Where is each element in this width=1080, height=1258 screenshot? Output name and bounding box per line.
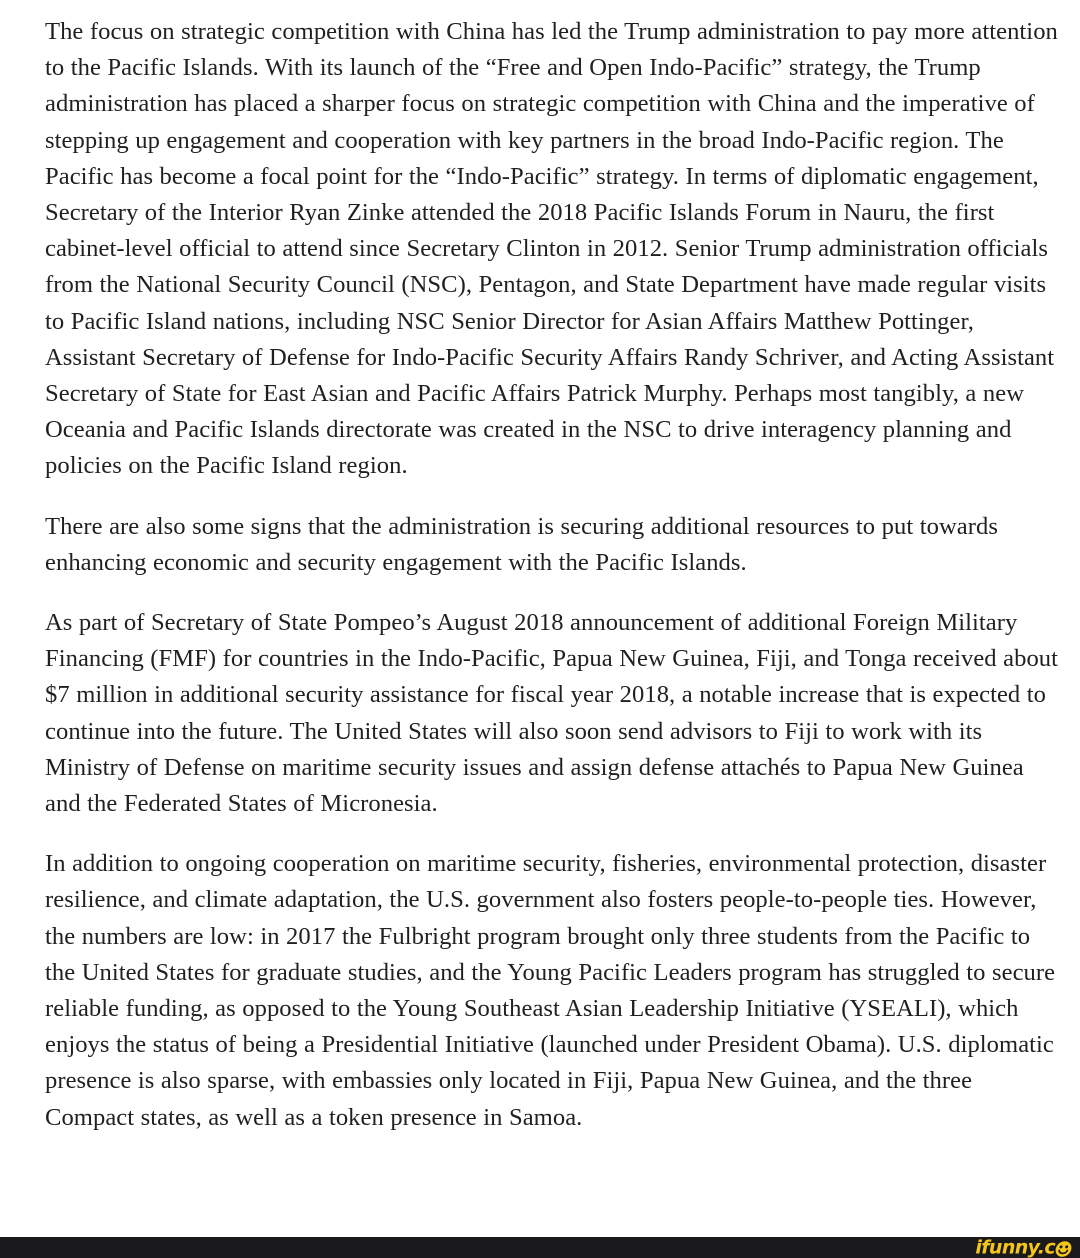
smiley-face-icon: [1054, 1240, 1074, 1257]
ifunny-watermark-text: ifunny.c: [975, 1237, 1055, 1258]
paragraph-1: The focus on strategic competition with China has led the Trump administration to pay more attention to the Pacific Islands. With its launch of the “Free and Open Indo-Pacific” strategy, the Trump administration has placed a sharper focus on strategic competition with China and the imperative of stepping up engagement and cooperation with key partners in the broad Indo-Pacific region. The Pacific has become a focal point for the “Indo-Pacific” strategy. In terms of diplomatic engagement, Secretary of the Interior Ryan Zinke attended the 2018 Pacific Islands Forum in Nauru, the first cabinet-level official to attend since Secretary Clinton in 2012. Senior Trump administration officials from the National Security Council (NSC), Pentagon, and State Department have made regular visits to Pacific Island nations, including NSC Senior Director for Asian Affairs Matthew Pottinger, Assistant Secretary of Defense for Indo-Pacific Security Affairs Randy Schriver, and Acting Assistant Secretary of State for East Asian and Pacific Affairs Patrick Murphy. Perhaps most tangibly, a new Oceania and Pacific Islands directorate was created in the NSC to drive interagency planning and policies on the Pacific Island region.: [45, 18, 1058, 480]
paragraph-4: In addition to ongoing cooperation on maritime security, fisheries, environmental protection, disaster resilience, and climate adaptation, the U.S. government also fosters people-to-people ties. However, the numbers are low: in 2017 the Fulbright program brought only three students from the Pacific to the United States for graduate studies, and the Young Pacific Leaders program has struggled to secure reliable funding, as opposed to the Young Southeast Asian Leadership Initiative (YSEALI), which enjoys the status of being a Presidential Initiative (launched under President Obama). U.S. diplomatic presence is also sparse, with embassies only located in Fiji, Papua New Guinea, and the three Compact states, as well as a token presence in Samoa.: [45, 850, 1056, 1131]
paragraph-3: As part of Secretary of State Pompeo’s August 2018 announcement of additional Foreign Military Financing (FMF) for countries in the Indo-Pacific, Papua New Guinea, Fiji, and Tonga received about $7 million in additional security assistance for fiscal year 2018, a notable increase that is expected to continue into the future. The United States will also soon send advisors to Fiji to work with its Ministry of Defense on maritime security issues and assign defense attachés to Papua New Guinea and the Federated States of Micronesia.: [45, 609, 1059, 818]
ifunny-watermark: [975, 1238, 1072, 1257]
watermark-bar: [0, 1237, 1080, 1258]
article-body: [45, 14, 1065, 1136]
paragraph-2: There are also some signs that the administration is securing additional resources to put towards enhancing economic and security engagement with the Pacific Islands.: [45, 512, 998, 576]
